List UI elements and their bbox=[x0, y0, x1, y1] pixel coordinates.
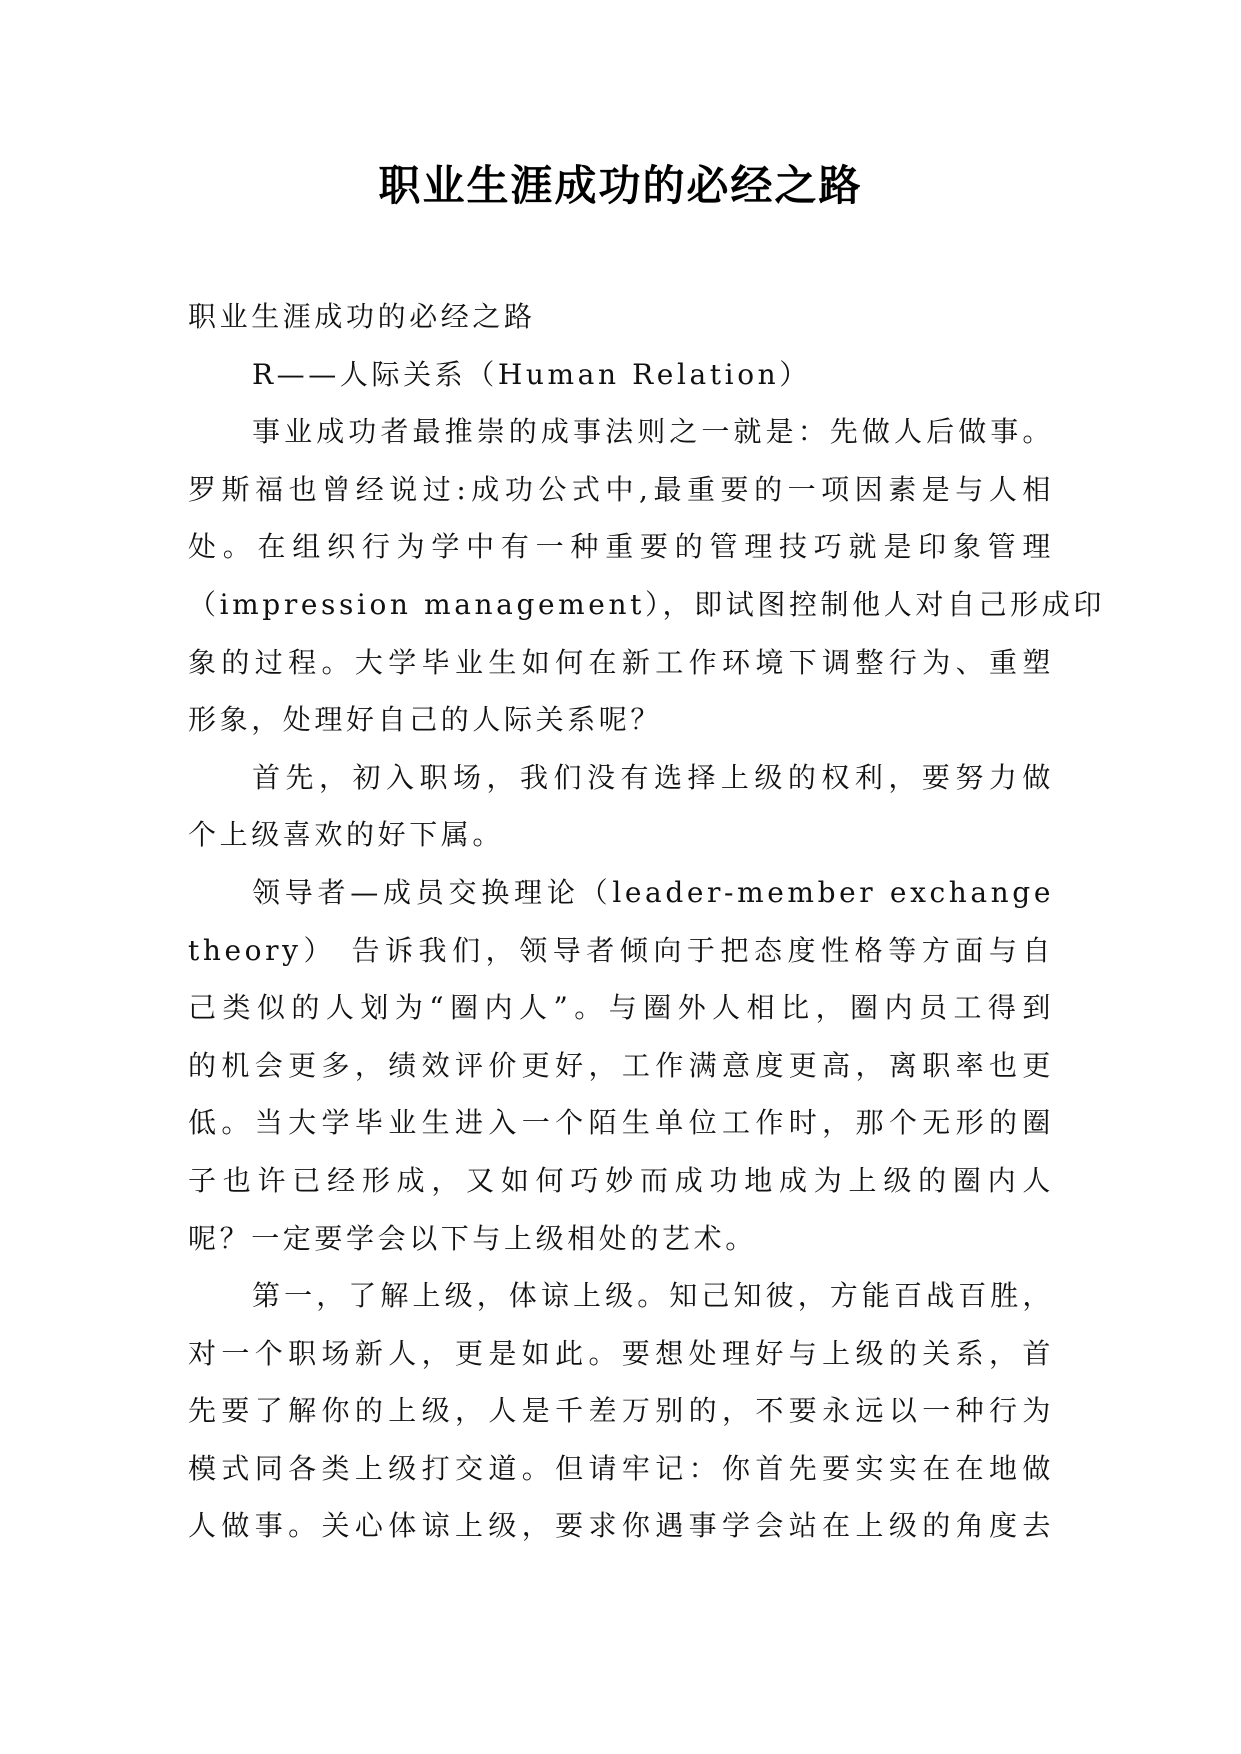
paragraph-line: 低。当大学毕业生进入一个陌生单位工作时，那个无形的圈 bbox=[188, 1106, 1054, 1140]
paragraph-line: 形象，处理好自己的人际关系呢？ bbox=[188, 703, 663, 737]
paragraph-line: 第一，了解上级，体谅上级。知己知彼，方能百战百胜， bbox=[252, 1279, 1054, 1313]
paragraph-line: 的机会更多，绩效评价更好，工作满意度更高，离职率也更 bbox=[188, 1048, 1054, 1082]
document-title: 职业生涯成功的必经之路 bbox=[378, 161, 863, 210]
paragraph-line: 呢？一定要学会以下与上级相处的艺术。 bbox=[188, 1221, 757, 1255]
paragraph-line: 处。在组织行为学中有一种重要的管理技巧就是印象管理 bbox=[188, 530, 1054, 564]
paragraph-line: （impression management），即试图控制他人对自己形成印 bbox=[188, 587, 1105, 621]
paragraph-line: 先要了解你的上级，人是千差万别的，不要永远以一种行为 bbox=[188, 1394, 1054, 1428]
paragraph-line: 首先，初入职场，我们没有选择上级的权利，要努力做 bbox=[252, 760, 1054, 794]
paragraph-line: 模式同各类上级打交道。但请牢记：你首先要实实在在地做 bbox=[188, 1451, 1054, 1485]
paragraph-line: 个上级喜欢的好下属。 bbox=[188, 818, 505, 852]
paragraph-line: theory） 告诉我们，领导者倾向于把态度性格等方面与自 bbox=[188, 933, 1054, 967]
paragraph-line: 领导者—成员交换理论（leader-member exchange bbox=[252, 875, 1054, 909]
document-body bbox=[188, 288, 1105, 1555]
paragraph-line: 象的过程。大学毕业生如何在新工作环境下调整行为、重塑 bbox=[188, 645, 1054, 679]
paragraph-line: 事业成功者最推崇的成事法则之一就是：先做人后做事。 bbox=[252, 415, 1054, 449]
paragraph-line: 对一个职场新人，更是如此。要想处理好与上级的关系，首 bbox=[188, 1336, 1054, 1370]
paragraph-line: 人做事。关心体谅上级，要求你遇事学会站在上级的角度去 bbox=[188, 1509, 1054, 1543]
section-heading: R——人际关系（Human Relation） bbox=[252, 357, 811, 391]
paragraph-line: 己类似的人划为“圈内人”。与圈外人相比，圈内员工得到 bbox=[188, 991, 1054, 1025]
paragraph-line: 罗斯福也曾经说过:成功公式中,最重要的一项因素是与人相 bbox=[188, 472, 1054, 506]
paragraph-line: 子也许已经形成，又如何巧妙而成功地成为上级的圈内人 bbox=[188, 1163, 1054, 1197]
paragraph-line: 职业生涯成功的必经之路 bbox=[188, 300, 536, 333]
